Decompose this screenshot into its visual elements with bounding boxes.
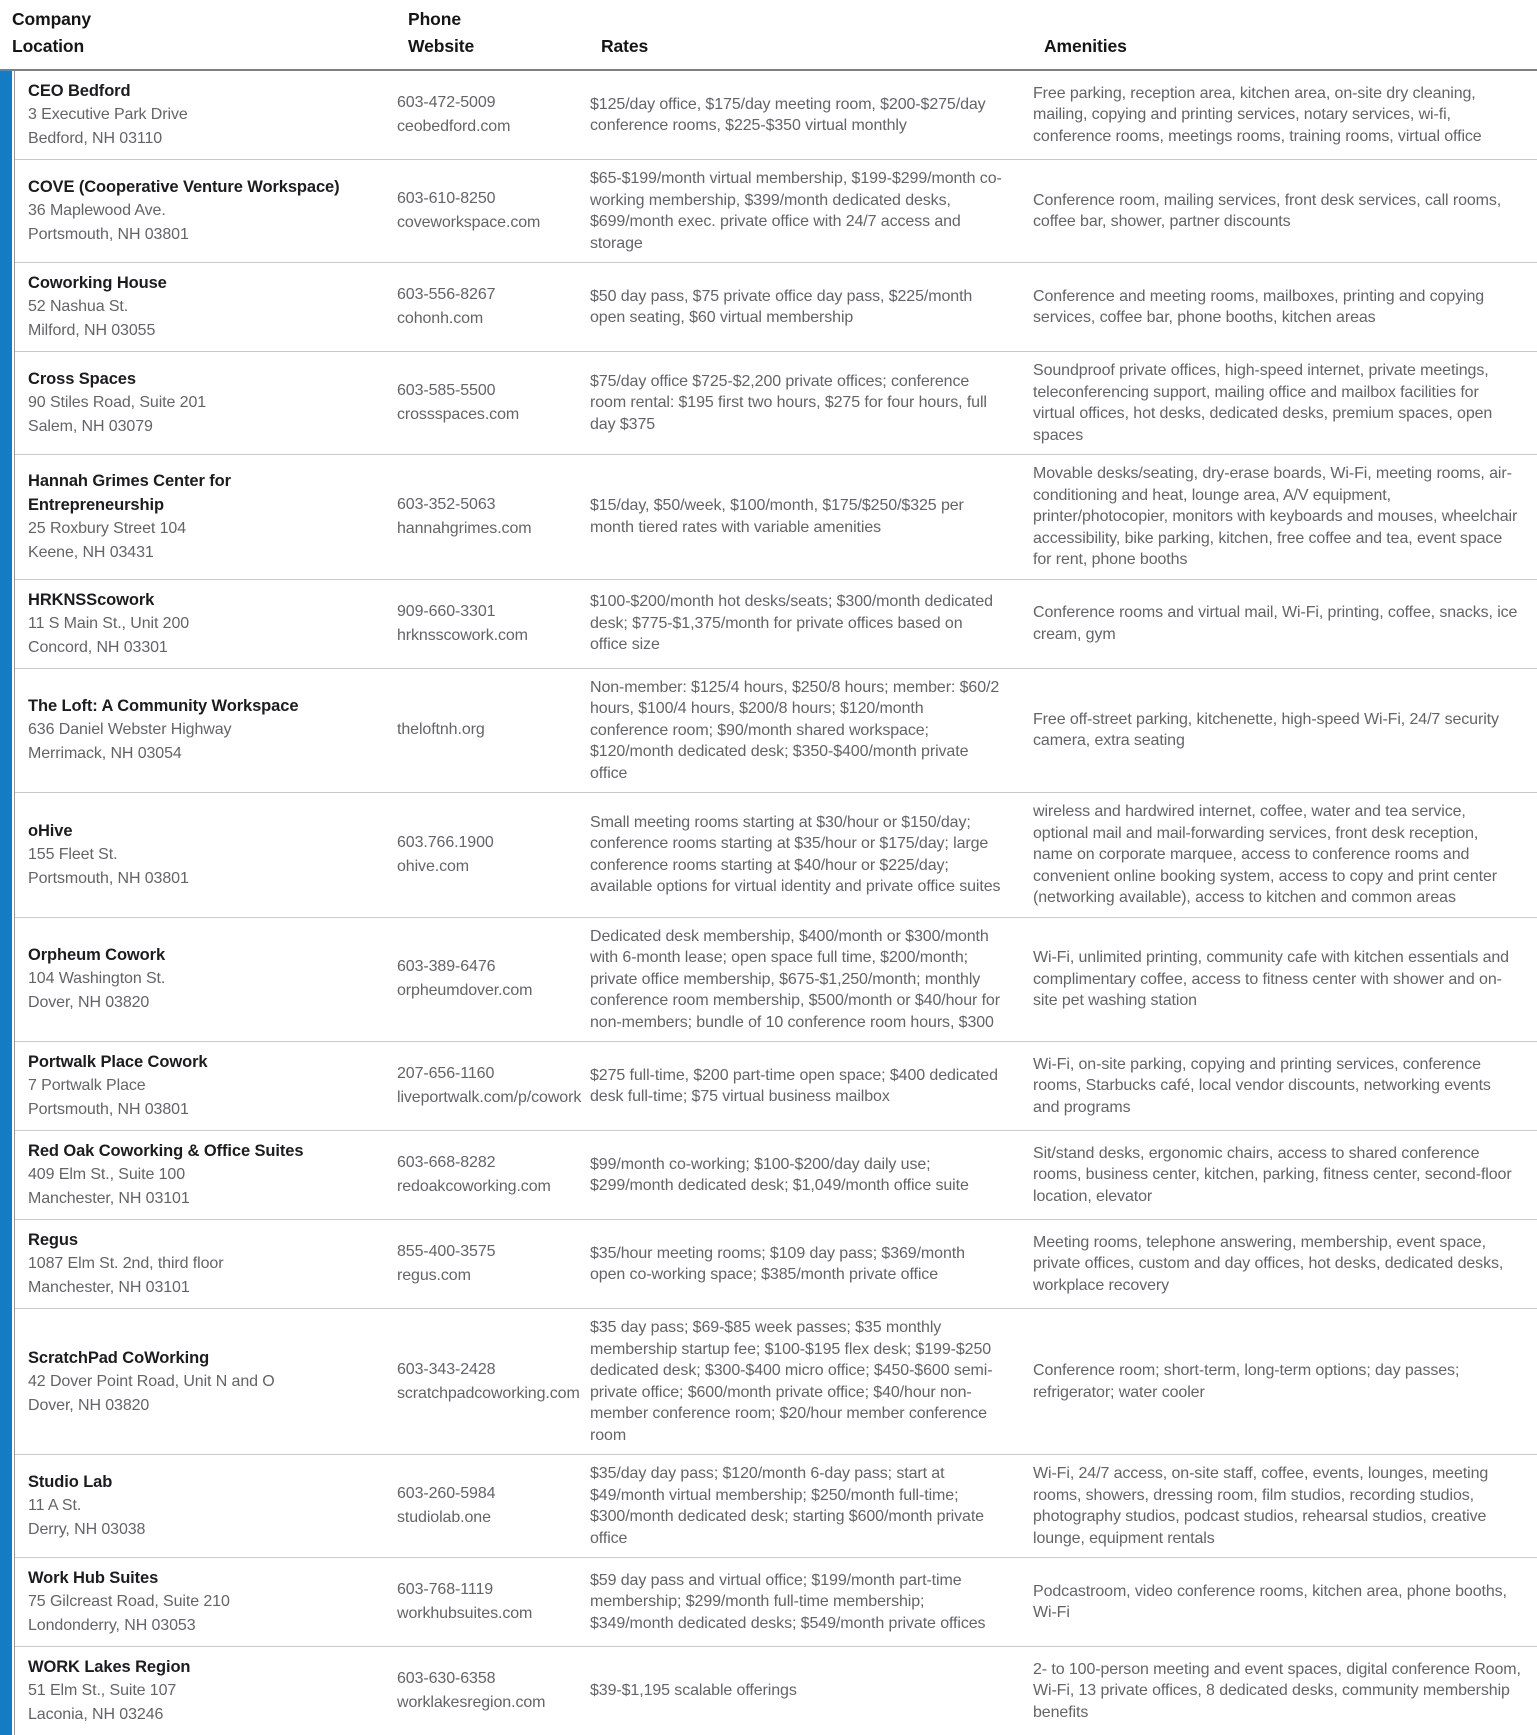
company-cell xyxy=(15,360,397,446)
phone-number: 603-556-8267 xyxy=(397,286,496,303)
table-row xyxy=(15,1041,1537,1130)
table-row xyxy=(15,454,1537,579)
phone-number: 603-630-6358 xyxy=(397,1670,496,1687)
header-amenities xyxy=(1044,6,1521,60)
company-cell xyxy=(15,168,397,254)
phone-website-cell xyxy=(397,801,590,909)
company-address-line1: 409 Elm St., Suite 100 xyxy=(28,1166,186,1183)
company-name: Work Hub Suites xyxy=(28,1569,159,1587)
company-cell xyxy=(15,1050,397,1122)
phone-number: 603-260-5984 xyxy=(397,1485,496,1502)
rates-cell: $65-$199/month virtual membership, $199-$299/month co-working membership, $399/month dedicated desks, $699/month exec. private office with 24/7 access and storage xyxy=(590,170,1002,252)
header-rates-label: Rates xyxy=(601,36,649,56)
rates-cell: $35/hour meeting rooms; $109 day pass; $369/month open co-working space; $385/month private office xyxy=(590,1244,965,1283)
rates-cell: $99/month co-working; $100-$200/day daily use; $299/month dedicated desk; $1,049/month office suite xyxy=(590,1155,969,1194)
phone-website-cell xyxy=(397,677,590,785)
company-address-line2: Merrimack, NH 03054 xyxy=(28,745,182,763)
phone-website-cell xyxy=(397,360,590,446)
rates-cell: $75/day office $725-$2,200 private offices; conference room rental: $195 first two hours, $275 for four hours, full day $375 xyxy=(590,372,987,433)
amenities-cell: Wi-Fi, unlimited printing, community cafe with kitchen essentials and complimentary coffee, access to fitness center with shower and on-site pet washing station xyxy=(1033,949,1509,1009)
company-cell xyxy=(15,801,397,909)
company-cell xyxy=(15,1566,397,1638)
website-address: workhubsuites.com xyxy=(397,1605,533,1622)
company-address-line1: 636 Daniel Webster Highway xyxy=(28,721,232,739)
table-row xyxy=(15,579,1537,668)
company-address-line2: Londonderry, NH 03053 xyxy=(28,1617,196,1634)
website-address: coveworkspace.com xyxy=(397,214,541,231)
amenities-cell: Conference room, mailing services, front desk services, call rooms, coffee bar, shower, partner discounts xyxy=(1033,191,1502,230)
header-company-location xyxy=(12,6,408,60)
company-cell xyxy=(15,926,397,1034)
phone-number: 603-585-5500 xyxy=(397,382,496,399)
phone-website-cell xyxy=(397,926,590,1034)
table-header xyxy=(0,0,1537,71)
company-cell xyxy=(15,79,397,151)
amenities-cell: Conference room; short-term, long-term options; day passes; refrigerator; water cooler xyxy=(1033,1362,1460,1401)
phone-website-cell xyxy=(397,79,590,151)
table-body xyxy=(0,71,1537,1735)
rates-cell: $50 day pass, $75 private office day pass, $225/month open seating, $60 virtual membership xyxy=(590,287,973,326)
website-address: hrknsscowork.com xyxy=(397,626,528,644)
rates-cell: Non-member: $125/4 hours, $250/8 hours; member: $60/2 hours, $100/4 hours, $200/8 hours; $120/month conference room; $90/month shared workspace; $120/month dedicated desk; $350-$400/month private office xyxy=(590,678,1000,782)
website-address: ceobedford.com xyxy=(397,118,511,135)
amenities-cell: 2- to 100-person meeting and event spaces, digital conference Room, Wi-Fi, 13 private offices, 8 dedicated desks, community membership benefits xyxy=(1033,1660,1521,1721)
phone-website-cell xyxy=(397,1566,590,1638)
website-address: liveportwalk.com/p/cowork xyxy=(397,1089,582,1106)
table-row xyxy=(15,351,1537,454)
phone-website-cell xyxy=(397,1317,590,1446)
company-cell xyxy=(15,271,397,343)
company-name: CEO Bedford xyxy=(28,82,131,100)
company-address-line1: 104 Washington St. xyxy=(28,970,166,988)
amenities-cell: Sit/stand desks, ergonomic chairs, access to shared conference rooms, business center, kitchen, parking, fitness center, second-floor location, elevator xyxy=(1033,1144,1512,1205)
company-address-line2: Laconia, NH 03246 xyxy=(28,1706,164,1723)
company-cell xyxy=(15,463,397,571)
company-cell xyxy=(15,1139,397,1211)
company-address-line1: 3 Executive Park Drive xyxy=(28,106,188,123)
website-address: crossspaces.com xyxy=(397,406,520,423)
company-address-line2: Keene, NH 03431 xyxy=(28,543,154,561)
company-address-line1: 36 Maplewood Ave. xyxy=(28,202,166,219)
company-address-line2: Portsmouth, NH 03801 xyxy=(28,226,189,243)
company-address-line1: 1087 Elm St. 2nd, third floor xyxy=(28,1255,224,1272)
company-cell xyxy=(15,1228,397,1300)
accent-bar xyxy=(0,71,12,1735)
table-row xyxy=(15,71,1537,159)
phone-number: 603-668-8282 xyxy=(397,1154,496,1171)
table-row xyxy=(15,1130,1537,1219)
phone-number: 603-343-2428 xyxy=(397,1360,496,1378)
phone-number: 603.766.1900 xyxy=(397,833,494,851)
company-name: oHive xyxy=(28,821,73,840)
rates-cell: Small meeting rooms starting at $30/hour or $150/day; conference rooms starting at $35/hour or $175/day; large conference rooms starting at $40/hour or $225/day; available options for virtual identity and private office suites xyxy=(590,813,1001,896)
header-amenities-label: Amenities xyxy=(1044,36,1127,56)
company-name: HRKNSScowork xyxy=(28,590,155,609)
company-address-line2: Manchester, NH 03101 xyxy=(28,1279,190,1296)
table-row xyxy=(15,1557,1537,1646)
header-rates xyxy=(601,6,1044,60)
phone-number: 603-352-5063 xyxy=(397,495,496,513)
company-cell xyxy=(15,1463,397,1549)
rates-cell: $125/day office, $175/day meeting room, $200-$275/day conference rooms, $225-$350 virtual monthly xyxy=(590,95,986,134)
phone-website-cell xyxy=(397,1655,590,1727)
rates-cell: $100-$200/month hot desks/seats; $300/month dedicated desk; $775-$1,375/month for private offices based on office size xyxy=(590,593,993,654)
company-address-line2: Dover, NH 03820 xyxy=(28,1396,150,1414)
website-address: scratchpadcoworking.com xyxy=(397,1384,580,1402)
company-address-line2: Salem, NH 03079 xyxy=(28,418,153,435)
website-address: redoakcoworking.com xyxy=(397,1178,551,1195)
table-row xyxy=(15,1219,1537,1308)
website-address: hannahgrimes.com xyxy=(397,519,532,537)
rows-container xyxy=(14,71,1537,1735)
company-address-line1: 90 Stiles Road, Suite 201 xyxy=(28,394,207,411)
amenities-cell: Wi-Fi, 24/7 access, on-site staff, coffee, events, lounges, meeting rooms, showers, dressing room, film studios, recording studios, photography studios, podcast studios, rehearsal studios, creative lounge, equipment rentals xyxy=(1033,1465,1489,1547)
company-name: Coworking House xyxy=(28,274,167,292)
company-name: Cross Spaces xyxy=(28,370,136,388)
company-address-line2: Milford, NH 03055 xyxy=(28,322,156,339)
phone-website-cell xyxy=(397,1463,590,1549)
table-row xyxy=(15,1454,1537,1557)
rates-cell: $59 day pass and virtual office; $199/month part-time membership; $299/month full-time membership; $349/month dedicated desks; $549/month private offices xyxy=(590,1571,986,1632)
amenities-cell: Wi-Fi, on-site parking, copying and printing services, conference rooms, Starbucks café, local vendor discounts, networking events and programs xyxy=(1033,1055,1491,1116)
company-name: COVE (Cooperative Venture Workspace) xyxy=(28,178,340,196)
amenities-cell: Soundproof private offices, high-speed internet, private meetings, teleconferencing support, mailing office and mailbox facilities for virtual offices, hot desks, dedicated desks, premium spaces, open spaces xyxy=(1033,362,1493,444)
company-address-line2: Portsmouth, NH 03801 xyxy=(28,1101,189,1118)
amenities-cell: Conference and meeting rooms, mailboxes, printing and copying services, coffee bar, phone booths, kitchen areas xyxy=(1033,287,1485,326)
rates-cell: Dedicated desk membership, $400/month or $300/month with 6-month lease; open space full time, $200/month; private office membership, $675-$1,250/month; monthly conference room membership, $500/month or $40/hour for non-members; bundle of 10 conference room hours, $300 xyxy=(590,927,1000,1031)
company-address-line1: 11 A St. xyxy=(28,1497,82,1514)
company-address-line1: 11 S Main St., Unit 200 xyxy=(28,614,190,632)
rates-cell: $35/day day pass; $120/month 6-day pass; start at $49/month virtual membership; $250/month full-time; $300/month dedicated desk; starting $600/month private office xyxy=(590,1465,984,1547)
company-cell xyxy=(15,1655,397,1727)
phone-number: 603-610-8250 xyxy=(397,190,496,207)
company-name: Red Oak Coworking & Office Suites xyxy=(28,1142,304,1160)
website-address: studiolab.one xyxy=(397,1509,491,1526)
amenities-cell: Free parking, reception area, kitchen area, on-site dry cleaning, mailing, copying and printing services, notary services, wi-fi, conference rooms, meetings rooms, training rooms, virtual office xyxy=(1033,84,1482,145)
company-address-line1: 25 Roxbury Street 104 xyxy=(28,519,186,537)
rates-cell: $275 full-time, $200 part-time open space; $400 dedicated desk full-time; $75 virtual business mailbox xyxy=(590,1066,998,1105)
website-address: worklakesregion.com xyxy=(397,1694,546,1711)
company-address-line1: 52 Nashua St. xyxy=(28,298,129,315)
website-address: regus.com xyxy=(397,1267,471,1284)
company-address-line2: Dover, NH 03820 xyxy=(28,994,150,1012)
phone-number: 909-660-3301 xyxy=(397,602,496,620)
company-address-line2: Derry, NH 03038 xyxy=(28,1521,146,1538)
phone-number: 603-389-6476 xyxy=(397,958,496,976)
amenities-cell: Movable desks/seating, dry-erase boards, Wi-Fi, meeting rooms, air-conditioning and heat, lounge area, A/V equipment, printer/photocopier, monitors with keyboards and mouses, wheelchair accessibility, bike parking, kitchen, free coffee and tea, event space for rent, phone booths xyxy=(1033,465,1518,568)
company-cell xyxy=(15,588,397,660)
company-address-line1: 51 Elm St., Suite 107 xyxy=(28,1682,177,1699)
phone-website-cell xyxy=(397,271,590,343)
table-row xyxy=(15,262,1537,351)
phone-number: 603-768-1119 xyxy=(397,1581,494,1598)
company-name: WORK Lakes Region xyxy=(28,1658,191,1676)
company-name: Studio Lab xyxy=(28,1473,113,1491)
company-address-line2: Bedford, NH 03110 xyxy=(28,130,163,147)
phone-number: 855-400-3575 xyxy=(397,1243,496,1260)
company-name: Regus xyxy=(28,1231,78,1249)
table-row xyxy=(15,1646,1537,1735)
phone-website-cell xyxy=(397,1139,590,1211)
company-name: ScratchPad CoWorking xyxy=(28,1348,210,1367)
company-address-line2: Portsmouth, NH 03801 xyxy=(28,869,189,887)
header-company-label: Company xyxy=(12,9,92,29)
company-address-line2: Concord, NH 03301 xyxy=(28,638,168,656)
company-address-line1: 7 Portwalk Place xyxy=(28,1077,146,1094)
phone-website-cell xyxy=(397,588,590,660)
phone-number: 603-472-5009 xyxy=(397,94,496,111)
phone-website-cell xyxy=(397,463,590,571)
rates-cell: $39-$1,195 scalable offerings xyxy=(590,1682,797,1700)
table-row xyxy=(15,668,1537,793)
phone-number: 207-656-1160 xyxy=(397,1065,495,1082)
table-row xyxy=(15,792,1537,917)
header-location-label: Location xyxy=(12,36,85,56)
company-address-line1: 155 Fleet St. xyxy=(28,845,118,863)
company-cell xyxy=(15,677,397,785)
table-row xyxy=(15,159,1537,262)
amenities-cell: Podcastroom, video conference rooms, kitchen area, phone booths, Wi-Fi xyxy=(1033,1582,1507,1621)
company-name: Portwalk Place Cowork xyxy=(28,1053,208,1071)
amenities-cell: Conference rooms and virtual mail, Wi-Fi, printing, coffee, snacks, ice cream, gym xyxy=(1033,604,1518,643)
table-row xyxy=(15,1308,1537,1454)
amenities-cell: Meeting rooms, telephone answering, membership, event space, private offices, custom and day offices, hot desks, dedicated desks, workplace recovery xyxy=(1033,1233,1504,1294)
website-address: cohonh.com xyxy=(397,310,484,327)
company-name: Orpheum Cowork xyxy=(28,946,166,965)
amenities-cell: wireless and hardwired internet, coffee, water and tea service, optional mail and mail-forwarding services, front desk reception, name on corporate marquee, access to conference rooms and convenient online booking system, access to copy and print center (networking available), access to kitchen and common areas xyxy=(1033,803,1497,906)
company-address-line2: Manchester, NH 03101 xyxy=(28,1190,190,1207)
phone-website-cell xyxy=(397,168,590,254)
website-address: theloftnh.org xyxy=(397,721,485,739)
rates-cell: $15/day, $50/week, $100/month, $175/$250/$325 per month tiered rates with variable amenities xyxy=(590,497,964,536)
company-name: Hannah Grimes Center for Entrepreneurship xyxy=(28,471,231,514)
rates-cell: $35 day pass; $69-$85 week passes; $35 monthly membership startup fee; $100-$195 flex desk; $199-$250 dedicated desk; $300-$400 micro office; $450-$600 semi-private office; $600/month private office; $40/hour non-member conference room; $20/hour member conference room xyxy=(590,1319,993,1444)
table-row xyxy=(15,917,1537,1042)
company-cell xyxy=(15,1317,397,1446)
website-address: orpheumdover.com xyxy=(397,982,533,1000)
header-website-label: Website xyxy=(408,36,475,56)
company-address-line1: 42 Dover Point Road, Unit N and O xyxy=(28,1372,275,1390)
phone-website-cell xyxy=(397,1228,590,1300)
header-phone-website xyxy=(408,6,601,60)
company-name: The Loft: A Community Workspace xyxy=(28,697,299,716)
phone-website-cell xyxy=(397,1050,590,1122)
amenities-cell: Free off-street parking, kitchenette, high-speed Wi-Fi, 24/7 security camera, extra seating xyxy=(1033,710,1499,750)
header-phone-label: Phone xyxy=(408,9,461,29)
website-address: ohive.com xyxy=(397,857,470,875)
company-address-line1: 75 Gilcreast Road, Suite 210 xyxy=(28,1593,230,1610)
